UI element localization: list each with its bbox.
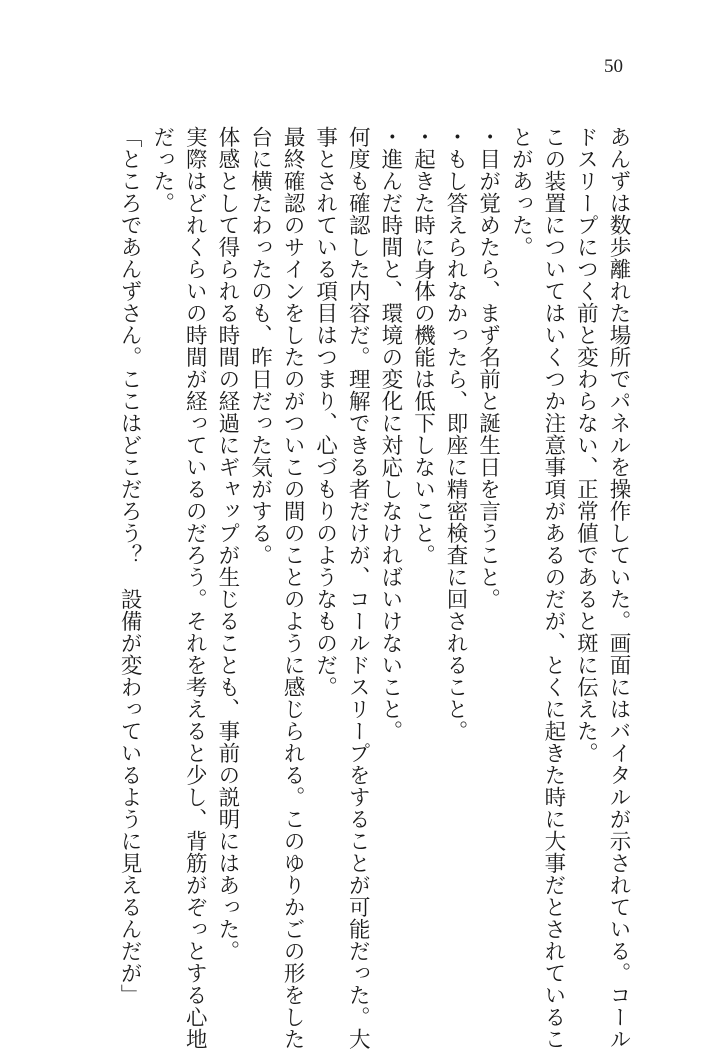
text-line-9: 何度も確認した内容だ。理解できる者だけが、コールドスリープをすることが可能だった。大 xyxy=(345,126,371,1050)
text-line-13: 体感として得られる時間の経過にギャップが生じることも、事前の説明にはあった。 xyxy=(214,126,240,962)
text-line-1: あんずは数歩離れた場所でパネルを操作していた。画面にはバイタルが示されている。コール xyxy=(606,126,631,1050)
text-line-2: ドスリープにつく前と変わらない、正常値であると斑に伝えた。 xyxy=(573,126,599,764)
text-line-7: ・起きた時に身体の機能は低下しないこと。 xyxy=(410,126,436,566)
text-line-12: 台に横たわったのも、昨日だった気がする。 xyxy=(247,126,273,566)
text-line-5: ・目が覚めたら、まず名前と誕生日を言うこと。 xyxy=(475,126,501,610)
text-line-8: ・進んだ時間と、環境の変化に対応しなければいけないこと。 xyxy=(377,126,403,742)
text-line-15: だった。 xyxy=(149,126,175,214)
text-line-4: とがあった。 xyxy=(508,126,534,258)
page-number: 50 xyxy=(604,56,623,77)
text-line-14: 実際はどれくらいの時間が経っているのだろう。それを考えると少し、背筋がぞっとする心地 xyxy=(182,126,208,1050)
text-line-3: この装置についてはいくつか注意事項があるのだが、とくに起きた時に大事だとされているこ xyxy=(540,126,566,1050)
text-line-11: 最終確認のサインをしたのがついこの間のことのように感じられる。このゆりかごの形をした xyxy=(280,126,306,1050)
text-line-16: 「ところであんずさん。ここはどこだろう？ 設備が変わっているように見えるんだが」 xyxy=(117,126,143,1006)
text-line-10: 事とされている項目はつまり、心づもりのようなものだ。 xyxy=(312,126,338,698)
text-line-6: ・もし答えられなかったら、即座に精密検査に回されること。 xyxy=(443,126,469,742)
vertical-text-body xyxy=(74,126,634,1050)
